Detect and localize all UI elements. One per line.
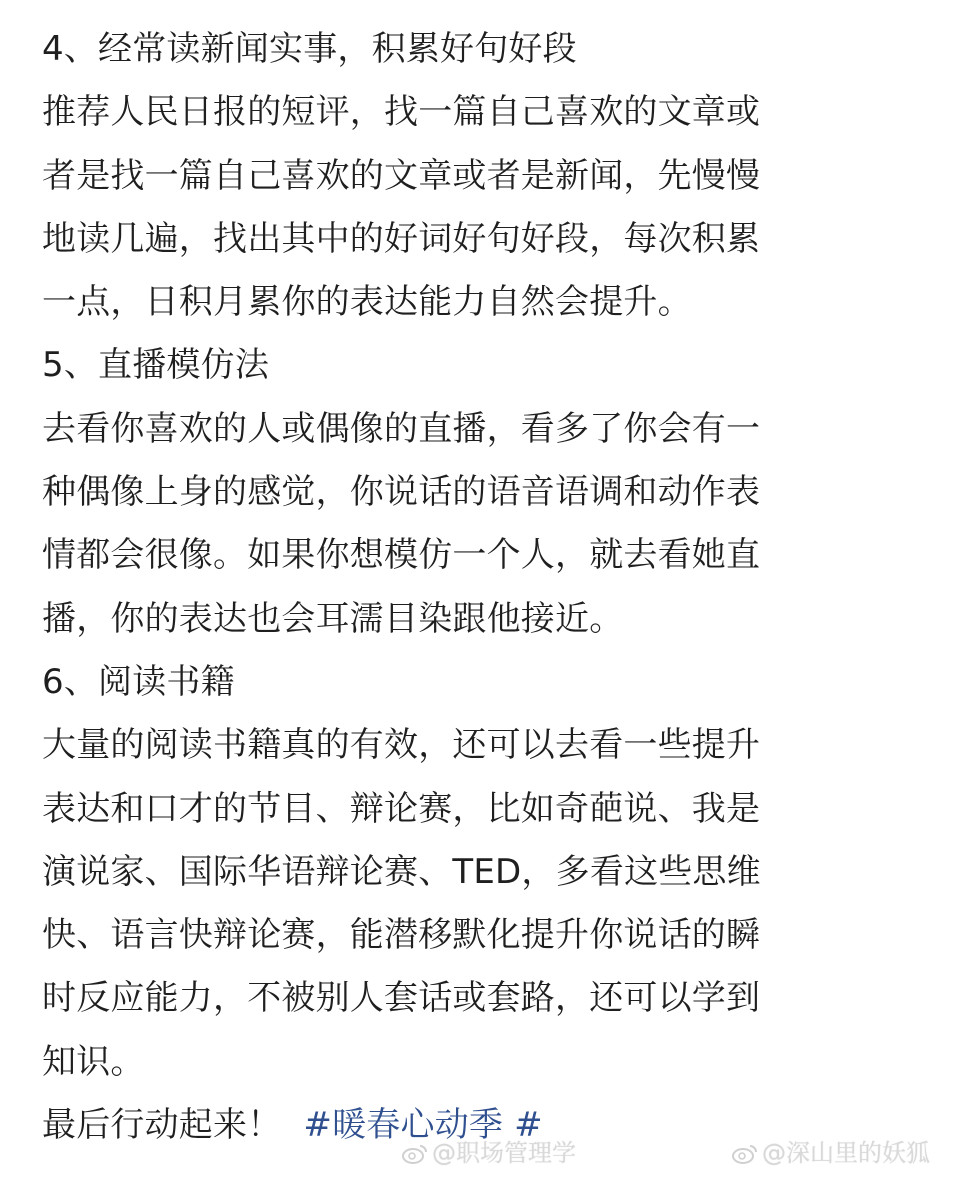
text-line: 情都会很像。如果你想模仿一个人，就去看她直	[42, 535, 761, 576]
text-line: 知识。	[42, 1041, 145, 1082]
text-line: 去看你喜欢的人或偶像的直播，看多了你会有一	[42, 408, 761, 449]
watermark-bar	[0, 1136, 960, 1170]
text-line: 大量的阅读书籍真的有效，还可以去看一些提升	[42, 725, 761, 766]
text-line: 种偶像上身的感觉，你说话的语音语调和动作表	[42, 472, 761, 513]
text-line: 表达和口才的节目、辩论赛，比如奇葩说、我是	[42, 788, 761, 829]
text-line: 快、语言快辩论赛，能潜移默化提升你说话的瞬	[42, 915, 761, 956]
watermark-right	[732, 1136, 930, 1170]
section-heading: 6、阅读书籍	[42, 661, 235, 702]
text-line: 者是找一篇自己喜欢的文章或者是新闻，先慢慢	[42, 155, 761, 196]
text-line: 推荐人民日报的短评，找一篇自己喜欢的文章或	[42, 92, 761, 133]
watermark-left-text: @职场管理学	[432, 1139, 576, 1167]
section-heading: 5、直播模仿法	[42, 345, 270, 386]
text-line: 时反应能力，不被别人套话或套路，还可以学到	[42, 978, 761, 1019]
article-body	[42, 18, 920, 1157]
section-heading: 4、经常读新闻实事，积累好句好段	[42, 29, 577, 69]
watermark-left	[402, 1136, 576, 1170]
closing-text: 最后行动起来！	[42, 1105, 282, 1146]
text-line: 一点，日积月累你的表达能力自然会提升。	[42, 282, 692, 323]
watermark-right-text: @深山里的妖狐	[762, 1139, 930, 1167]
text-line: 播，你的表达也会耳濡目染跟他接近。	[42, 598, 624, 639]
weibo-icon	[402, 1143, 428, 1165]
weibo-icon	[732, 1143, 758, 1165]
text-line: 地读几遍，找出其中的好词好句好段，每次积累	[42, 218, 761, 259]
hashtag-link[interactable]: #暖春心动季 #	[303, 1105, 543, 1146]
text-line: 演说家、国际华语辩论赛、TED，多看这些思维	[42, 851, 761, 892]
